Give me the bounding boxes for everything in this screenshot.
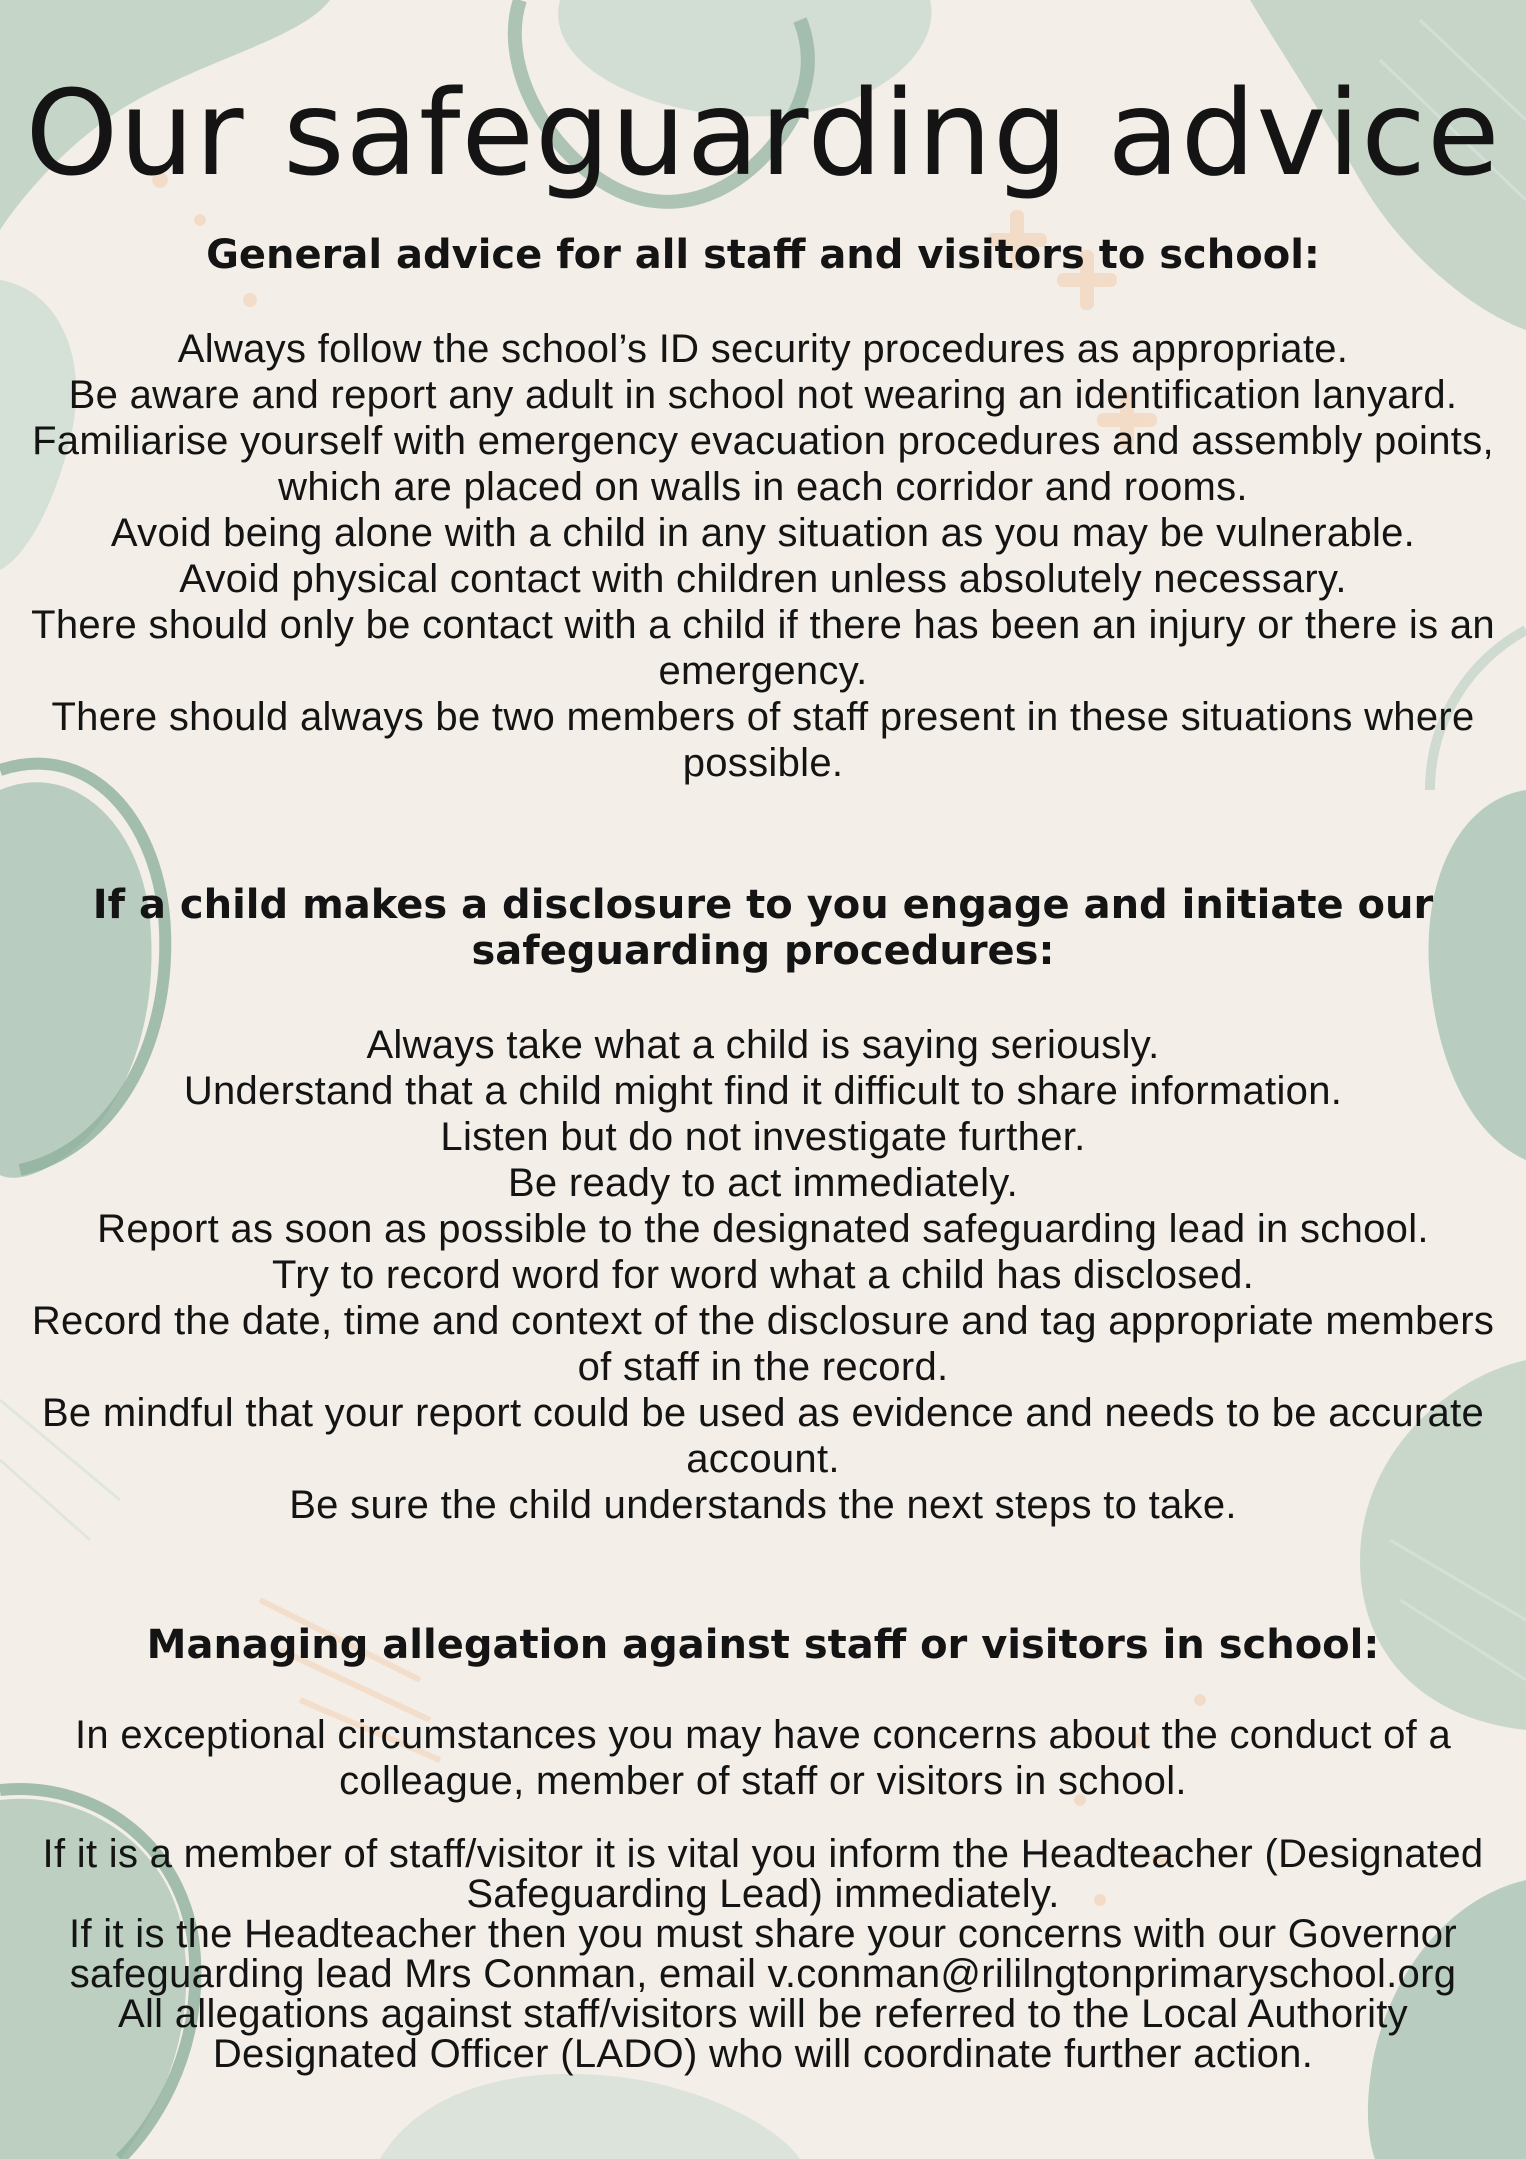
section-disclosure-heading: If a child makes a disclosure to you engage and initiate our safeguarding procedures: — [92, 882, 1434, 974]
advice-line: Report as soon as possible to the designated safeguarding lead in school. — [97, 1207, 1429, 1251]
advice-line: There should always be two members of staff present in these situations where possible. — [51, 695, 1475, 785]
section-disclosure-body — [30, 1022, 1496, 1528]
advice-line: Always follow the school’s ID security procedures as appropriate. — [177, 327, 1349, 371]
advice-line: Listen but do not investigate further. — [440, 1115, 1086, 1159]
page-title: Our safeguarding advice — [25, 64, 1501, 202]
advice-line: Be sure the child understands the next steps to take. — [289, 1483, 1237, 1527]
advice-line: All allegations against staff/visitors will be referred to the Local Authority Designated Officer (LADO) who will coordinate further action. — [118, 1992, 1408, 2076]
advice-line: If it is the Headteacher then you must share your concerns with our Governor safeguarding lead Mrs Conman, email v.conman@rililngtonprimaryschool.org — [69, 1912, 1457, 1996]
advice-line: There should only be contact with a child if there has been an injury or there is an emergency. — [31, 603, 1495, 693]
section-allegation-heading: Managing allegation against staff or visitors in school: — [146, 1622, 1380, 1668]
advice-line: Understand that a child might find it difficult to share information. — [183, 1069, 1343, 1113]
advice-line: Try to record word for word what a child has disclosed. — [271, 1253, 1255, 1297]
advice-line: Be mindful that your report could be used as evidence and needs to be accurate account. — [41, 1391, 1485, 1481]
advice-line: If it is a member of staff/visitor it is vital you inform the Headteacher (Designated Safeguarding Lead) immediately. — [42, 1832, 1484, 1916]
advice-line: Be ready to act immediately. — [507, 1161, 1019, 1205]
advice-line: Familiarise yourself with emergency evacuation procedures and assembly points, which are placed on walls in each corridor and rooms. — [32, 419, 1494, 509]
section-general-body — [30, 326, 1496, 786]
section-allegation-body — [30, 1834, 1496, 2074]
section-general-heading: General advice for all staff and visitors to school: — [206, 232, 1320, 278]
advice-line: Avoid physical contact with children unless absolutely necessary. — [179, 557, 1347, 601]
section-allegation-intro: In exceptional circumstances you may have concerns about the conduct of a colleague, member of staff or visitors in school. — [74, 1713, 1451, 1803]
advice-line: Always take what a child is saying seriously. — [366, 1023, 1160, 1067]
advice-line: Avoid being alone with a child in any situation as you may be vulnerable. — [110, 511, 1416, 555]
advice-line: Be aware and report any adult in school not wearing an identification lanyard. — [68, 373, 1458, 417]
advice-line: Record the date, time and context of the disclosure and tag appropriate members of staff in the record. — [31, 1299, 1495, 1389]
